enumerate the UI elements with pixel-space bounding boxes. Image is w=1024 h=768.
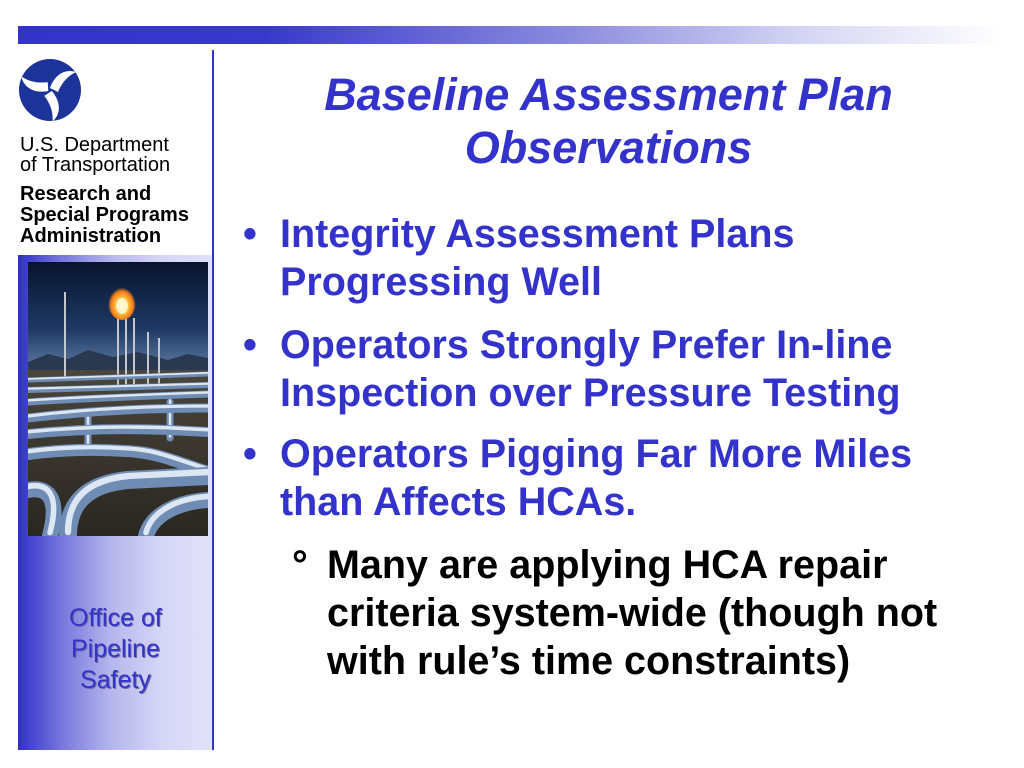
bullet-item [0,430,1024,530]
agency-name-line: U.S. Department [20,134,169,156]
bullet-text-line: Operators Pigging Far More Miles [280,432,913,476]
sub-bullet-text-line: Many are applying HCA repair [327,543,888,587]
office-name-line: Safety [80,666,151,694]
sub-bullet-text [327,541,937,685]
agency-name-line: of Transportation [20,154,171,176]
sub-bullet-text-line: with rule’s time constraints) [327,639,851,683]
bullet-text-line: Inspection over Pressure Testing [280,371,901,415]
office-name-line: Office of [69,604,162,632]
administration-name-line: Special Programs [20,204,189,226]
agency-name [20,135,170,175]
administration-name-line: Research and [20,183,152,205]
office-name-line: Pipeline [71,635,160,663]
bullet-text [280,321,901,417]
administration-name-line: Administration [20,225,162,247]
sub-bullet-text-line: criteria system-wide (though not [327,591,938,635]
bullet-text-line: Integrity Assessment Plans [280,212,795,256]
bullet-item [0,321,1024,421]
bullet-text-line: Operators Strongly Prefer In-line [280,323,893,367]
bullet-marker: • [243,432,257,476]
slide-title [213,68,1004,174]
bullet-text [280,430,912,526]
bullet-text-line: than Affects HCAs. [280,480,637,524]
bullet-marker: • [243,323,257,367]
bullet-item [0,210,1024,310]
header-gradient-bar [18,26,1003,44]
logo-circle [19,59,81,121]
slide-title-line: Baseline Assessment Plan [324,69,893,120]
bullet-text-line: Progressing Well [280,260,602,304]
bullet-marker: • [243,212,257,256]
sub-bullet-marker: ° [292,543,308,587]
bullet-text [280,210,794,306]
dot-logo-icon [18,58,82,122]
sub-bullet-item [0,541,1024,691]
slide-title-line: Observations [464,122,753,173]
